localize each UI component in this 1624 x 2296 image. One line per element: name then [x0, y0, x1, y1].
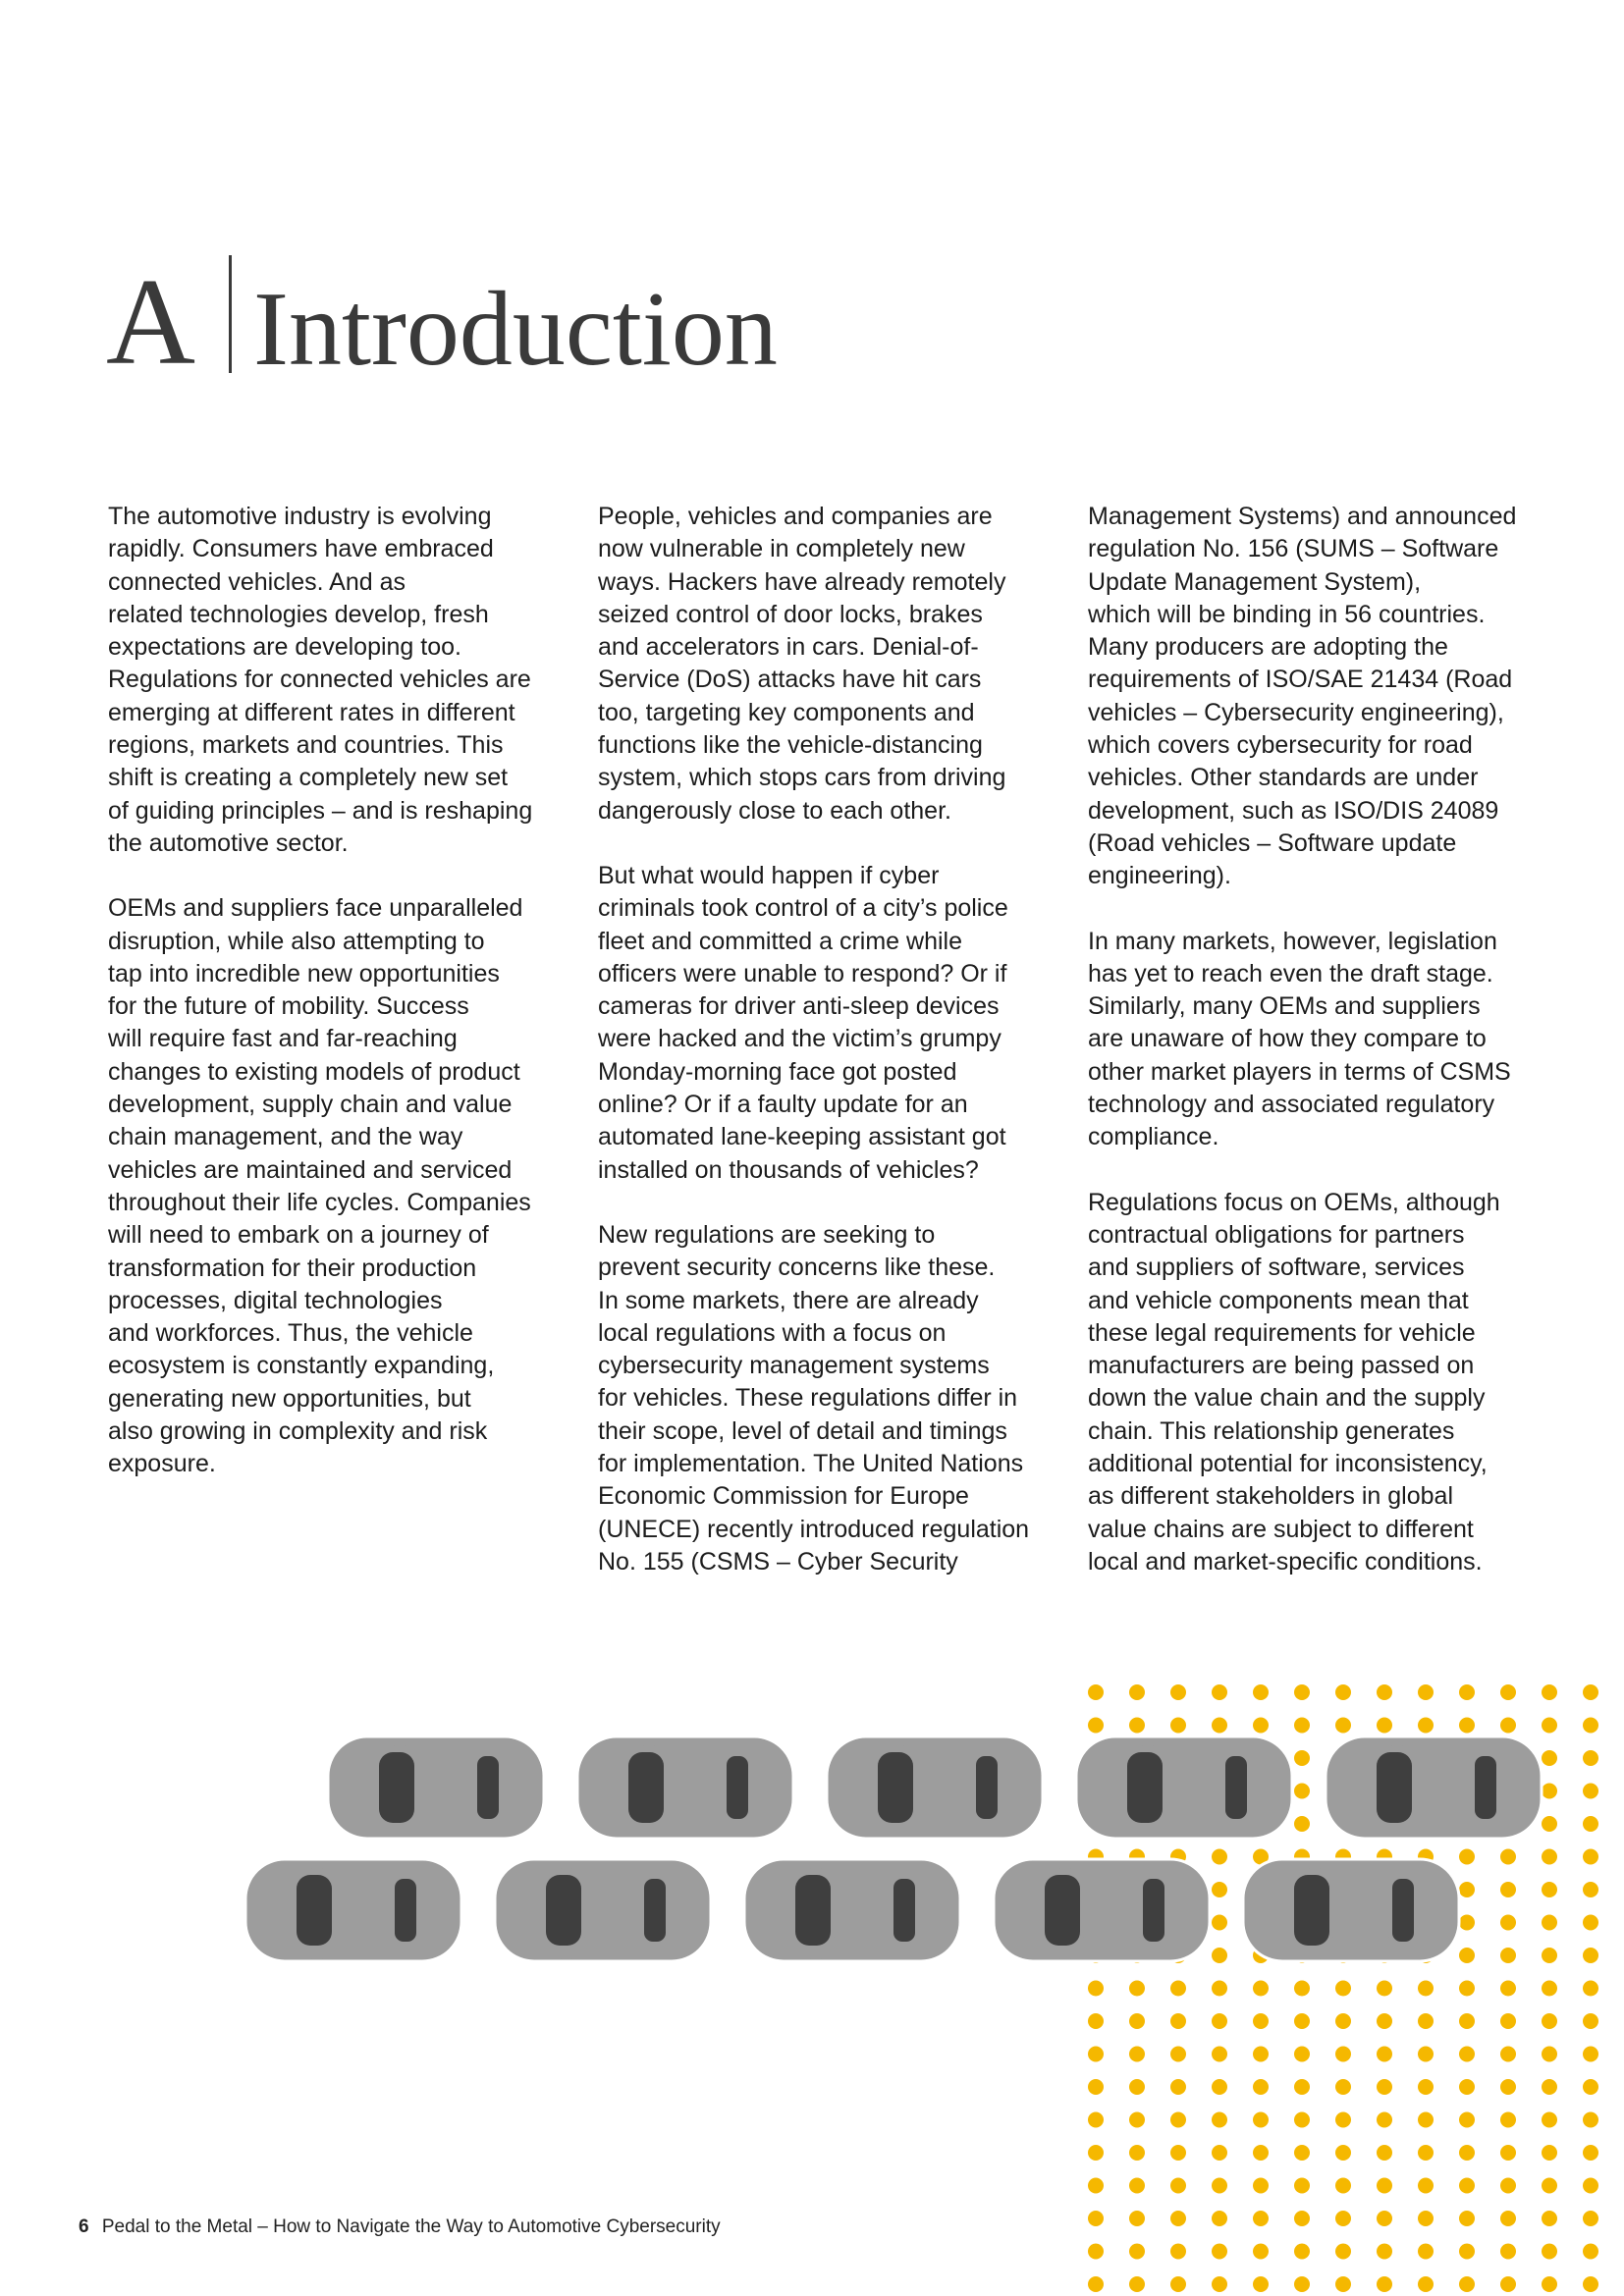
pattern-dot — [1583, 2145, 1598, 2161]
page-number: 6 — [79, 2216, 89, 2237]
pattern-dot — [1418, 2013, 1434, 2029]
paragraph: OEMs and suppliers face unparalleled disruption, while also attempting to tap into incredible new opportunities for the future of mobility. Success will require fast and far-reaching changes to existing models of product development, supply chain and value chain management, and the way vehicles are maintained and serviced throughout their life cycles. Companies will need to embark on a journey of transformation for their production processes, digital technologies and workforces. Thus, the vehicle ecosystem is constantly expanding, generating new opportunities, but also growing in complexity and risk exposure. — [108, 894, 531, 1478]
pattern-dot — [1500, 2276, 1516, 2292]
pattern-dot — [1418, 2244, 1434, 2260]
pattern-dot — [1459, 1915, 1475, 1931]
pattern-dot — [1212, 1981, 1227, 1997]
pattern-dot — [1418, 2276, 1434, 2292]
car-icon — [1076, 1736, 1292, 1839]
pattern-dot — [1253, 2244, 1269, 2260]
pattern-dot — [1583, 1915, 1598, 1931]
paragraph: Regulations focus on OEMs, although contractual obligations for partners and suppliers of software, services and vehicle components mean that these legal requirements for vehicle manufacturers are being passed on down the value chain and the supply chain. This relationship generates additional potential for inconsistency, as different stakeholders in global value chains are subject to different local and market-specific conditions. — [1088, 1188, 1500, 1575]
pattern-dot — [1253, 2079, 1269, 2095]
pattern-dot — [1294, 2145, 1310, 2161]
pattern-dot — [1212, 2178, 1227, 2194]
pattern-dot — [1170, 2178, 1186, 2194]
pattern-dot — [1212, 1948, 1227, 1963]
pattern-dot — [1335, 2244, 1351, 2260]
pattern-dot — [1170, 2079, 1186, 2095]
pattern-dot — [1129, 2244, 1145, 2260]
pattern-dot — [1459, 2244, 1475, 2260]
pattern-dot — [1212, 2211, 1227, 2226]
pattern-dot — [1129, 2276, 1145, 2292]
text-column-2 — [598, 501, 1059, 1611]
pattern-dot — [1129, 2013, 1145, 2029]
pattern-dot — [1335, 1684, 1351, 1700]
pattern-dot — [1500, 2079, 1516, 2095]
pattern-dot — [1583, 1750, 1598, 1766]
pattern-dot — [1583, 2079, 1598, 2095]
pattern-dot — [1088, 1981, 1104, 1997]
pattern-dot — [1335, 2145, 1351, 2161]
section-title: Introduction — [253, 271, 778, 388]
pattern-dot — [1253, 2211, 1269, 2226]
pattern-dot — [1170, 1684, 1186, 1700]
pattern-dot — [1500, 1718, 1516, 1734]
pattern-dot — [1583, 1784, 1598, 1799]
pattern-dot — [1253, 2276, 1269, 2292]
pattern-dot — [1500, 2211, 1516, 2226]
pattern-dot — [1583, 1882, 1598, 1897]
pattern-dot — [1088, 2013, 1104, 2029]
pattern-dot — [1335, 1718, 1351, 1734]
paragraph: In many markets, however, legislation has yet to reach even the draft stage. Similarly, many OEMs and suppliers are unaware of how they compare to other market players in terms of CSMS technology and associated regulatory compliance. — [1088, 927, 1511, 1151]
pattern-dot — [1542, 2013, 1557, 2029]
pattern-dot — [1377, 2178, 1392, 2194]
paragraph: New regulations are seeking to prevent security concerns like these. In some markets, there are already local regulations with a focus on cybersecurity management systems for vehicles. These regulations differ in their scope, level of detail and timings for implementation. The United Nations Economic Commission for Europe (UNECE) recently introduced regulation No. 155 (CSMS – Cyber Security — [598, 1220, 1030, 1575]
pattern-dot — [1583, 1849, 1598, 1865]
pattern-dot — [1253, 2145, 1269, 2161]
pattern-dot — [1088, 2112, 1104, 2128]
pattern-dot — [1088, 2079, 1104, 2095]
car-icon — [744, 1859, 960, 1961]
pattern-dot — [1542, 2145, 1557, 2161]
pattern-dot — [1500, 2112, 1516, 2128]
pattern-dot — [1500, 2013, 1516, 2029]
pattern-dot — [1583, 2178, 1598, 2194]
pattern-dot — [1583, 2112, 1598, 2128]
pattern-dot — [1088, 2276, 1104, 2292]
pattern-dot — [1212, 1849, 1227, 1865]
pattern-dot — [1542, 2047, 1557, 2062]
pattern-dot — [1294, 1684, 1310, 1700]
pattern-dot — [1253, 2047, 1269, 2062]
pattern-dot — [1459, 1981, 1475, 1997]
pattern-dot — [1212, 2047, 1227, 2062]
pattern-dot — [1583, 1718, 1598, 1734]
pattern-dot — [1088, 2211, 1104, 2226]
pattern-dot — [1212, 1684, 1227, 1700]
pattern-dot — [1418, 2047, 1434, 2062]
pattern-dot — [1583, 2276, 1598, 2292]
car-icon — [827, 1736, 1043, 1839]
pattern-dot — [1583, 1981, 1598, 1997]
pattern-dot — [1418, 2145, 1434, 2161]
pattern-dot — [1459, 2276, 1475, 2292]
pattern-dot — [1294, 2178, 1310, 2194]
pattern-dot — [1377, 2013, 1392, 2029]
pattern-dot — [1170, 2211, 1186, 2226]
pattern-dot — [1542, 1718, 1557, 1734]
pattern-dot — [1377, 2079, 1392, 2095]
pattern-dot — [1294, 2211, 1310, 2226]
pattern-dot — [1583, 2244, 1598, 2260]
pattern-dot — [1542, 2211, 1557, 2226]
pattern-dot — [1500, 2244, 1516, 2260]
pattern-dot — [1170, 1718, 1186, 1734]
pattern-dot — [1500, 1981, 1516, 1997]
pattern-dot — [1377, 2112, 1392, 2128]
pattern-dot — [1459, 2145, 1475, 2161]
pattern-dot — [1542, 1915, 1557, 1931]
footer-title: Pedal to the Metal – How to Navigate the Way to Automotive Cybersecurity — [101, 2216, 721, 2237]
car-icon — [994, 1859, 1210, 1961]
pattern-dot — [1212, 1882, 1227, 1897]
pattern-dot — [1583, 1948, 1598, 1963]
pattern-dot — [1377, 2047, 1392, 2062]
pattern-dot — [1542, 1981, 1557, 1997]
car-icon — [245, 1859, 461, 1961]
pattern-dot — [1459, 2112, 1475, 2128]
pattern-dot — [1583, 2047, 1598, 2062]
pattern-dot — [1253, 1718, 1269, 1734]
pattern-dot — [1335, 2112, 1351, 2128]
pattern-dot — [1294, 2047, 1310, 2062]
pattern-dot — [1418, 2079, 1434, 2095]
pattern-dot — [1583, 2211, 1598, 2226]
pattern-dot — [1542, 2276, 1557, 2292]
pattern-dot — [1459, 2178, 1475, 2194]
pattern-dot — [1500, 1684, 1516, 1700]
cars-illustration — [0, 1669, 1624, 2296]
pattern-dot — [1088, 2178, 1104, 2194]
pattern-dot — [1459, 2211, 1475, 2226]
car-rows — [245, 1736, 1542, 1961]
pattern-dot — [1459, 1849, 1475, 1865]
pattern-dot — [1500, 2178, 1516, 2194]
pattern-dot — [1212, 2145, 1227, 2161]
pattern-dot — [1459, 1718, 1475, 1734]
car-icon — [495, 1859, 711, 1961]
pattern-dot — [1335, 2211, 1351, 2226]
pattern-dot — [1418, 2178, 1434, 2194]
pattern-dot — [1170, 2047, 1186, 2062]
pattern-dot — [1542, 1816, 1557, 1832]
pattern-dot — [1459, 1948, 1475, 1963]
pattern-dot — [1088, 2145, 1104, 2161]
pattern-dot — [1459, 2079, 1475, 2095]
pattern-dot — [1377, 2276, 1392, 2292]
pattern-dot — [1129, 1718, 1145, 1734]
paragraph: People, vehicles and companies are now vulnerable in completely new ways. Hackers have already remotely seized control of door locks, brakes and accelerators in cars. Denial-of- Service (DoS) attacks have hit cars too, targeting key components and functions like the vehicle-distancing system, which stops cars from driving dangerously close to each other. — [598, 503, 1006, 825]
pattern-dot — [1129, 1981, 1145, 1997]
pattern-dot — [1583, 1816, 1598, 1832]
pattern-dot — [1212, 1915, 1227, 1931]
pattern-dot — [1377, 1981, 1392, 1997]
pattern-dot — [1294, 2112, 1310, 2128]
car-icon — [577, 1736, 793, 1839]
pattern-dot — [1583, 2013, 1598, 2029]
car-icon — [328, 1736, 544, 1839]
pattern-dot — [1170, 2244, 1186, 2260]
pattern-dot — [1088, 2047, 1104, 2062]
pattern-dot — [1253, 1981, 1269, 1997]
pattern-dot — [1335, 2047, 1351, 2062]
pattern-dot — [1088, 1718, 1104, 1734]
pattern-dot — [1418, 1718, 1434, 1734]
pattern-dot — [1212, 2276, 1227, 2292]
pattern-dot — [1294, 1784, 1310, 1799]
pattern-dot — [1418, 1981, 1434, 1997]
pattern-dot — [1170, 2013, 1186, 2029]
pattern-dot — [1500, 2145, 1516, 2161]
pattern-dot — [1294, 1750, 1310, 1766]
pattern-dot — [1542, 1849, 1557, 1865]
pattern-dot — [1542, 2178, 1557, 2194]
pattern-dot — [1459, 1882, 1475, 1897]
pattern-dot — [1294, 2276, 1310, 2292]
pattern-dot — [1088, 1684, 1104, 1700]
pattern-dot — [1418, 2112, 1434, 2128]
pattern-dot — [1294, 2079, 1310, 2095]
car-icon — [1326, 1736, 1542, 1839]
pattern-dot — [1335, 2178, 1351, 2194]
pattern-dot — [1500, 1849, 1516, 1865]
pattern-dot — [1129, 2079, 1145, 2095]
pattern-dot — [1253, 2112, 1269, 2128]
pattern-dot — [1335, 1981, 1351, 1997]
pattern-dot — [1294, 2244, 1310, 2260]
pattern-dot — [1294, 1816, 1310, 1832]
page-footer — [79, 2216, 721, 2238]
pattern-dot — [1418, 1684, 1434, 1700]
pattern-dot — [1170, 2276, 1186, 2292]
pattern-dot — [1500, 1882, 1516, 1897]
heading-divider — [229, 255, 232, 373]
pattern-dot — [1542, 1684, 1557, 1700]
paragraph: But what would happen if cyber criminals took control of a city’s police fleet and committed a crime while officers were unable to respond? Or if cameras for driver anti-sleep devices were hacked and the victim’s grumpy Monday-morning face got posted online? Or if a faulty update for an automated lane-keeping assistant got installed on thousands of vehicles? — [598, 861, 1008, 1184]
pattern-dot — [1377, 1684, 1392, 1700]
pattern-dot — [1542, 1750, 1557, 1766]
pattern-dot — [1170, 1981, 1186, 1997]
pattern-dot — [1212, 2112, 1227, 2128]
pattern-dot — [1129, 2178, 1145, 2194]
pattern-dot — [1335, 2276, 1351, 2292]
pattern-dot — [1129, 2211, 1145, 2226]
pattern-dot — [1212, 2013, 1227, 2029]
pattern-dot — [1294, 1718, 1310, 1734]
section-heading — [106, 247, 778, 391]
pattern-dot — [1377, 1718, 1392, 1734]
pattern-dot — [1418, 2211, 1434, 2226]
pattern-dot — [1377, 2145, 1392, 2161]
pattern-dot — [1170, 2112, 1186, 2128]
pattern-dot — [1212, 1718, 1227, 1734]
pattern-dot — [1294, 1981, 1310, 1997]
pattern-dot — [1129, 2145, 1145, 2161]
pattern-dot — [1500, 2047, 1516, 2062]
pattern-dot — [1500, 1915, 1516, 1931]
pattern-dot — [1253, 2013, 1269, 2029]
pattern-dot — [1377, 2211, 1392, 2226]
pattern-dot — [1542, 1948, 1557, 1963]
car-icon — [1243, 1859, 1459, 1961]
pattern-dot — [1542, 2079, 1557, 2095]
pattern-dot — [1294, 2013, 1310, 2029]
text-column-1 — [108, 501, 569, 1514]
pattern-dot — [1542, 1882, 1557, 1897]
pattern-dot — [1253, 2178, 1269, 2194]
pattern-dot — [1459, 2013, 1475, 2029]
pattern-dot — [1212, 2079, 1227, 2095]
pattern-dot — [1542, 2112, 1557, 2128]
pattern-dot — [1088, 2244, 1104, 2260]
pattern-dot — [1583, 1684, 1598, 1700]
section-letter: A — [106, 254, 195, 391]
pattern-dot — [1459, 1684, 1475, 1700]
pattern-dot — [1377, 2244, 1392, 2260]
pattern-dot — [1335, 2079, 1351, 2095]
pattern-dot — [1129, 2047, 1145, 2062]
pattern-dot — [1129, 2112, 1145, 2128]
paragraph: The automotive industry is evolving rapidly. Consumers have embraced connected vehicles. And as related technologies develop, fresh expectations are developing too. Regulations for connected vehicles are emerging at different rates in different regions, markets and countries. This shift is creating a completely new set of guiding principles – and is reshaping the automotive sector. — [108, 503, 533, 857]
pattern-dot — [1170, 2145, 1186, 2161]
pattern-dot — [1253, 1684, 1269, 1700]
pattern-dot — [1542, 1784, 1557, 1799]
text-column-3 — [1088, 501, 1549, 1611]
pattern-dot — [1335, 2013, 1351, 2029]
paragraph: Management Systems) and announced regulation No. 156 (SUMS – Software Update Management System), which will be binding in 56 countries. Many producers are adopting the requirements of ISO/SAE 21434 (Road vehicles – Cybersecurity engineering), which covers cybersecurity for road vehicles. Other standards are under development, such as ISO/DIS 24089 (Road vehicles – Software update engineering). — [1088, 503, 1517, 890]
pattern-dot — [1542, 2244, 1557, 2260]
pattern-dot — [1212, 2244, 1227, 2260]
pattern-dot — [1129, 1684, 1145, 1700]
pattern-dot — [1500, 1948, 1516, 1963]
pattern-dot — [1459, 2047, 1475, 2062]
